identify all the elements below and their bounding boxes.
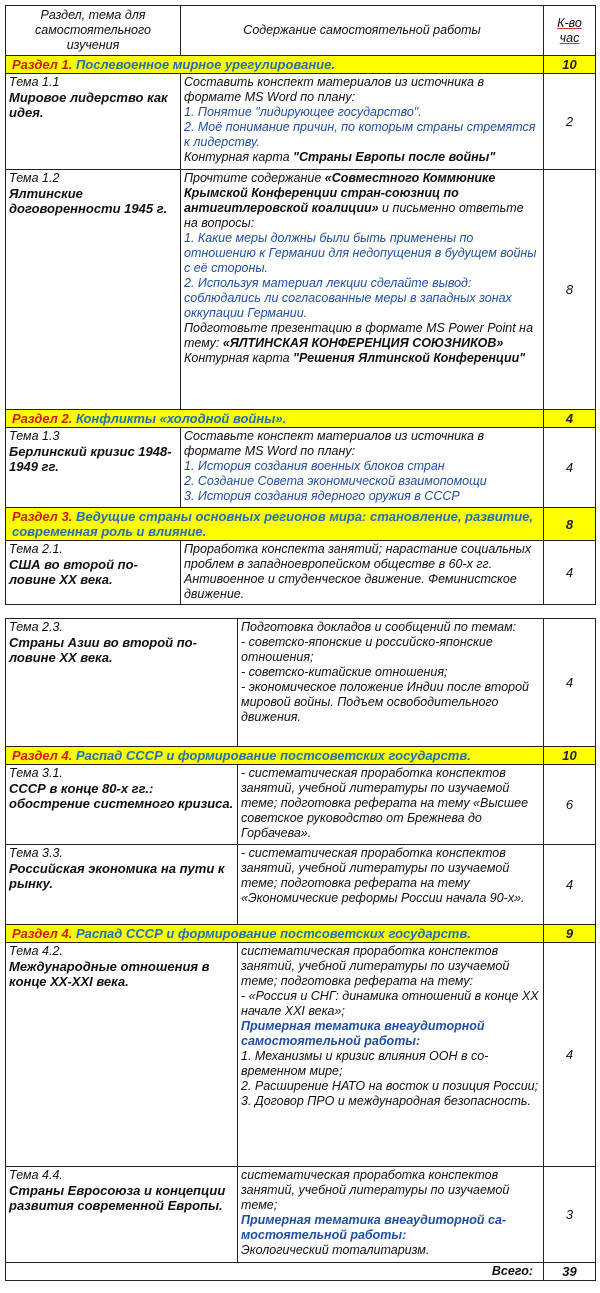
- content-cell: Составить конспект материалов из источника в формате MS Word по плану: 1. Понятие "лидирующее государство". 2. Моё понимание причин, по которым страны стремятся к лидерству. Контурная карта "Страны Европы после войны": [181, 74, 544, 170]
- hours-cell: 4: [544, 619, 596, 747]
- header-col-hours: К-во час: [544, 6, 596, 56]
- content-cell: Прочтите содержание «Совместного Коммюнике Крымской Конференции стран-союзниц по антигитлеровской коалиции» и письменно ответьте на вопросы: 1. Какие меры должны были быть применены по отношению к Германии для недопущения в будущем войны с её стороны. 2. Используя материал лекции сделайте вывод: соблюдались ли согласованные меры в западных зонах оккупации Германии. Подготовьте презентацию в формате MS Power Point на тему: «ЯЛТИНСКАЯ КОНФЕРЕНЦИЯ СОЮЗНИКОВ» Контурная карта "Решения Ялтинской Конференции": [181, 170, 544, 410]
- hours-cell: 4: [544, 943, 596, 1167]
- section-hours: 8: [544, 508, 596, 541]
- section-title: Раздел 4. Распад СССР и формирование постсоветских государств.: [6, 925, 544, 943]
- total-label: Всего:: [6, 1263, 544, 1281]
- section-hours: 10: [544, 56, 596, 74]
- hours-cell: 6: [544, 765, 596, 845]
- hours-cell: 4: [544, 845, 596, 925]
- topic-cell: Тема 3.1. СССР в конце 80-х гг.: обострение системного кризиса.: [6, 765, 238, 845]
- header-col-content: Содержание самостоятельной работы: [181, 6, 544, 56]
- content-cell: Составьте конспект материалов из источника в формате MS Word по плану: 1. История создания военных блоков стран 2. Создание Совета экономической взаимопомощи 3. История создания ядерного оружия в СССР: [181, 428, 544, 508]
- topic-cell: Тема 2.1. США во второй половине XX века.: [6, 541, 181, 605]
- section-hours: 10: [544, 747, 596, 765]
- content-cell: Проработка конспекта занятий; нарастание социальных проблем в западноевропейском обществе в 60-х гг. Антивоенное и студенческое движение. Феминистское движение.: [181, 541, 544, 605]
- header-row: [6, 6, 596, 56]
- section-title: Раздел 4. Распад СССР и формирование постсоветских государств.: [6, 747, 544, 765]
- content-cell: - систематическая проработка конспектов занятий, учебной литературы по изучаемой теме; подготовка реферата на тему «Высшее советское руководство от Брежнева до Горбачева».: [238, 765, 544, 845]
- topic-row-4-2: [6, 943, 596, 1167]
- table-1: [5, 5, 596, 605]
- section-row-2: [6, 410, 596, 428]
- topic-cell: Тема 1.2 Ялтинские договоренности 1945 г.: [6, 170, 181, 410]
- section-row-4b: [6, 925, 596, 943]
- section-hours: 4: [544, 410, 596, 428]
- content-cell: Подготовка докладов и сообщений по темам: - советско-японские и российско-японские отношения; - советско-китайские отношения; - экономическое положение Индии после второй мировой войны. Подъем освободительного движения.: [238, 619, 544, 747]
- topic-cell: Тема 1.1 Мировое лидерство как идея.: [6, 74, 181, 170]
- hours-cell: 4: [544, 428, 596, 508]
- content-cell: систематическая проработка конспектов занятий, учебной литературы по изучаемой теме; Примерная тематика внеаудиторной самостоятельной работы: Экологический тоталитаризм.: [238, 1167, 544, 1263]
- total-hours: 39: [544, 1263, 596, 1281]
- total-row: [6, 1263, 596, 1281]
- section-row-3: [6, 508, 596, 541]
- content-cell: систематическая проработка конспектов занятий, учебной литературы по изучаемой теме; подготовка реферата на тему: - «Россия и СНГ: динамика отношений в конце XX начале XXI века»; Примерная тематика внеаудиторной самостоятельной работы: 1. Механизмы и кризис влияния ООН в современном мире; 2. Расширение НАТО на восток и позиция России; 3. Договор ПРО и международная безопасность.: [238, 943, 544, 1167]
- section-hours: 9: [544, 925, 596, 943]
- hours-cell: 4: [544, 541, 596, 605]
- topic-cell: Тема 3.3. Российская экономика на пути к рынку.: [6, 845, 238, 925]
- topic-row-2-1: [6, 541, 596, 605]
- hours-cell: 8: [544, 170, 596, 410]
- topic-cell: Тема 4.4. Страны Евросоюза и концепции развития современной Европы.: [6, 1167, 238, 1263]
- topic-row-2-3: [6, 619, 596, 747]
- topic-row-3-1: [6, 765, 596, 845]
- hours-cell: 2: [544, 74, 596, 170]
- section-title: Раздел 2. Конфликты «холодной войны».: [6, 410, 544, 428]
- table-2: [5, 618, 596, 1281]
- section-title: Раздел 3. Ведущие страны основных регионов мира: становление, развитие, современная роль и влияние.: [6, 508, 544, 541]
- content-cell: - систематическая проработка конспектов занятий, учебной литературы по изучаемой теме; подготовка реферата на тему «Экономические реформы России начала 90-х».: [238, 845, 544, 925]
- section-row-1: [6, 56, 596, 74]
- topic-row-1-1: [6, 74, 596, 170]
- section-row-4a: [6, 747, 596, 765]
- hours-cell: 3: [544, 1167, 596, 1263]
- topic-row-1-3: [6, 428, 596, 508]
- topic-row-1-2: [6, 170, 596, 410]
- header-col-section: Раздел, тема для самостоятельного изучения: [6, 6, 181, 56]
- topic-cell: Тема 4.2. Международные отношения в конце XX-XXI века.: [6, 943, 238, 1167]
- topic-row-3-3: [6, 845, 596, 925]
- topic-cell: Тема 2.3. Страны Азии во второй половине XX века.: [6, 619, 238, 747]
- section-title: Раздел 1. Послевоенное мирное урегулирование.: [6, 56, 544, 74]
- topic-row-4-4: [6, 1167, 596, 1263]
- topic-cell: Тема 1.3 Берлинский кризис 1948-1949 гг.: [6, 428, 181, 508]
